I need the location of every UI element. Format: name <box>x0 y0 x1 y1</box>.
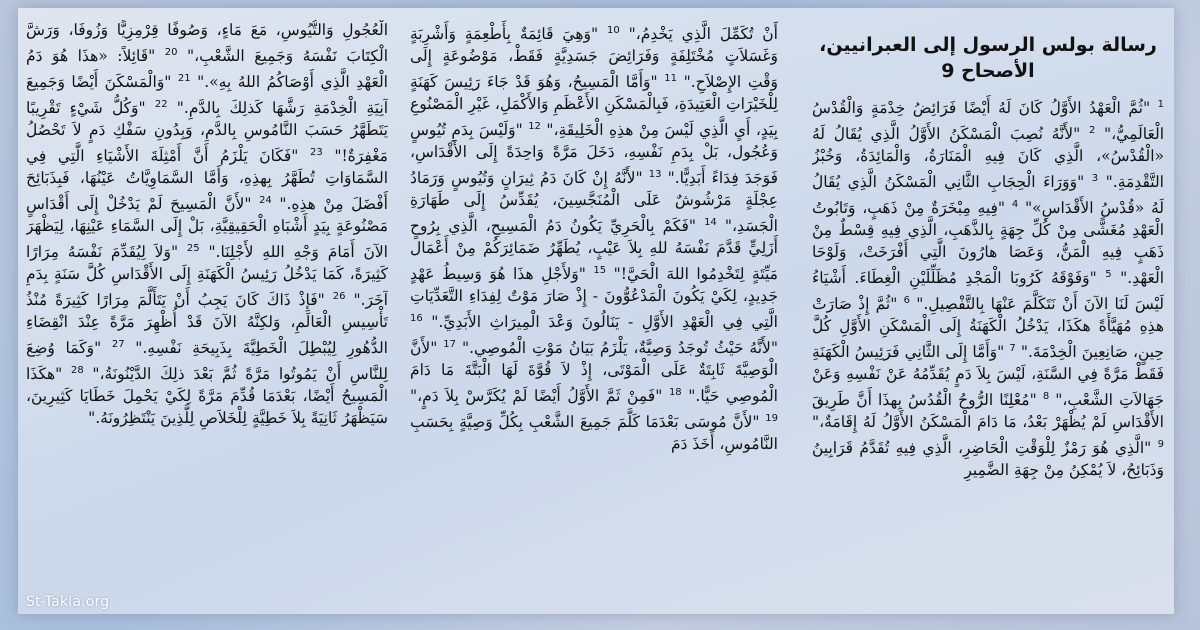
verse-text: "فَكَمْ بِالْحَرِيِّ يَكُونُ دَمُ الْمَسِيحِ، الَّذِي بِرُوحٍ أَزَلِيٍّ قَدَّمَ نَفْسَهُ للهِ بِلاَ عَيْبٍ، يُطَهِّرُ ضَمَائِرَكُمْ مِنْ أَعْمَال مَيِّتَةٍ لِتَخْدِمُوا اللهَ الْحَيَّ!" <box>410 217 778 283</box>
verse-number: 28 <box>70 364 84 376</box>
verse <box>629 25 778 43</box>
verse-text: "فَكَانَ يَلْزَمُ أَنَّ أَمْثِلَةَ الأَشْيَاءِ الَّتِي فِي السَّمَاوَاتِ تُطَهَّرُ بِهذِهِ، وَأَمَّا السَّمَاوِيَّاتُ عَيْنُهَا، فَبِذَبَائِحَ أَفْضَلَ مِنْ هذِهِ." <box>26 147 388 214</box>
verses-right <box>812 94 1164 482</box>
title-line-1: رسالة بولس الرسول إلى العبرانيين، <box>819 34 1157 56</box>
verse <box>410 413 778 453</box>
verse-number: 1 <box>1157 99 1164 110</box>
verse-text: "هكَذَا الْمَسِيحُ أَيْضًا، بَعْدَمَا قُدِّمَ مَرَّةً لِكَيْ يَحْمِلَ خَطَايَا كَثِيرِينَ، سَيَظْهَرُ ثَانِيَةً بِلاَ خَطِيَّةٍ لِلْخَلاَصِ لِلَّذِينَ يَنْتَظِرُونَهُ." <box>26 365 388 427</box>
verse-number: 17 <box>443 338 457 350</box>
verse-number: 2 <box>1088 125 1096 137</box>
column-right <box>812 30 1164 604</box>
verse-text: "مُعْلِنًا الرُّوحُ الْقُدُسُ بِهذَا أَنَّ طَرِيقَ الأَقْدَاسِ لَمْ يُظْهَرْ بَعْدُ، مَا دَامَ الْمَسْكَنُ الأَوَّلُ لَهُ إِقَامَةٌ،" <box>812 391 1164 432</box>
verse-text: "لأَنَّ الْوَصِيَّةَ ثَابِتَةٌ عَلَى الْمَوْتَى، إِذْ لاَ قُوَّةَ لَهَا الْبَتَّةَ مَا دَامَ الْمُوصِي حَيًّا." <box>410 339 778 405</box>
verse-number: 5 <box>1105 268 1112 280</box>
verse-text: "فَإِذْ ذَاكَ كَانَ يَجِبُ أَنْ يَتَأَلَّمَ مِرَارًا كَثِيرَةً مُنْذُ تَأْسِيسِ الْعَالَمِ، وَلكِنَّهُ الآنَ قَدْ أُظْهِرَ مَرَّةً عِنْدَ انْقِضَاءِ الدُّهُورِ لِيُبْطِلَ الْخَطِيَّةَ بِذَبِيحَةِ نَفْسِهِ." <box>26 291 388 358</box>
verse-text: "لأَنَّهُ إِنْ كَانَ دَمُ ثِيرَانٍ وَتُيُوسٍ وَرَمَادُ عِجْلَةٍ مَرْشُوشٌ عَلَى الْمُنَجَّسِينَ، يُقَدِّسُ إِلَى طَهَارَةِ الْجَسَدِ،" <box>410 169 778 236</box>
verse-text: "وَوَرَاءَ الْحِجَابِ الثَّانِي الْمَسْكَنُ الَّذِي يُقَالُ لَهُ «قُدْسُ الأَقْدَاسِ»" <box>812 173 1164 218</box>
verse-number: 14 <box>704 216 717 228</box>
verse-number: 8 <box>1042 390 1050 402</box>
verse-text: "وَفَوْقَهُ كَرُوبَا الْمَجْدِ مُظَلِّلَيْنِ الْغِطَاءَ. أَشْيَاءُ لَيْسَ لَنَا الآنَ أَنْ نَتَكَلَّمَ عَنْهَا بِالتَّفْصِيلِ." <box>812 269 1164 314</box>
verse-number: 10 <box>607 25 620 36</box>
site-logo: St-Takla.org <box>26 594 110 610</box>
verse-text: "الَّذِي هُوَ رَمْزٌ لِلْوَقْتِ الْحَاضِرِ، الَّذِي فِيهِ تُقَدَّمُ قَرَابِينُ وَذَبَائِحُ، لاَ يُمْكِنُ مِنْ جِهَةِ الضَّمِيرِ <box>812 439 1164 479</box>
verse-text: "وَأَمَّا الْمَسِيحُ، وَهُوَ قَدْ جَاءَ رَئِيسَ كَهَنَةٍ لِلْخَيْرَاتِ الْعَتِيدَةِ، فَبِالْمَسْكَنِ الأَعْظَمِ وَالأَكْمَلِ، غَيْرِ الْمَصْنُوعِ بِيَدٍ، أَيِ الَّذِي لَيْسَ مِنْ هذِهِ الْخَلِيقَةِ،" <box>410 73 778 140</box>
verse-number: 15 <box>593 264 607 276</box>
verse-text: "وَلأَجْلِ هذَا هُوَ وَسِيطُ عَهْدٍ جَدِيدٍ، لِكَيْ يَكُونَ الْمَدْعُوُّونَ - إِذْ صَارَ مَوْتٌ لِفِدَاءِ التَّعَدِّيَاتِ الَّتِي فِي الْعَهْدِ الأَوَّلِ - يَنَالُونَ وَعْدَ الْمِيرَاثِ الأَبَدِيِّ." <box>410 265 778 331</box>
column-middle <box>410 20 778 604</box>
verse-text: "لأَنَّ مُوسَى بَعْدَمَا كَلَّمَ جَمِيعَ الشَّعْبِ بِكُلِّ وَصِيَّةٍ بِحَسَبِ النَّامُوسِ، أَخَذَ دَمَ <box>410 413 778 453</box>
verse-text: "قَائِلاً: «هذَا هُوَ دَمُ الْعَهْدِ الَّذِي أَوْصَاكُمُ اللهُ بِهِ»." <box>26 47 388 92</box>
verse-number: 7 <box>1009 343 1016 354</box>
verse-text: "فَمِنْ ثَمَّ الأَوَّلُ أَيْضًا لَمْ يُكَرَّسْ بِلاَ دَمٍ،" <box>410 387 663 405</box>
verses-middle <box>410 20 778 456</box>
text-panel <box>18 8 1174 614</box>
verse-text: "لأَنَّهُ حَيْثُ تُوجَدُ وَصِيَّةٌ، يَلْزَمُ بَيَانُ مَوْتِ الْمُوصِي." <box>461 339 778 358</box>
verse-text: أَنْ تُكَمِّلَ الَّذِي يَخْدِمُ،" <box>628 25 778 44</box>
verse-text: "وَلَيْسَ بِدَمِ تُيُوسٍ وَعُجُول، بَلْ بِدَمِ نَفْسِهِ، دَخَلَ مَرَّةً وَاحِدَةً إِلَى الأَقْدَاسِ، فَوَجَدَ فِدَاءً أَبَدِيًّا." <box>410 121 778 188</box>
verse-number: 27 <box>111 338 125 350</box>
column-left <box>26 20 388 604</box>
verse-number: 11 <box>664 72 678 84</box>
verse-number: 16 <box>410 312 423 324</box>
verse-number: 19 <box>765 412 778 424</box>
verse-text: "ثُمَّ الْعَهْدُ الأَوَّلُ كَانَ لَهُ أَيْضًا فَرَائِضُ خِدْمَةٍ وَالْقُدْسُ الْعَالَمِيُّ،" <box>812 99 1164 144</box>
verse <box>410 387 682 405</box>
verse-text: "وَكُلُّ شَيْءٍ تَقْرِيبًا يَتَطَهَّرُ حَسَبَ النَّامُوسِ بِالدَّمِ، وَبِدُونِ سَفْكِ دَمٍ لاَ تَحْصُلُ مَغْفِرَةٌ!" <box>26 99 388 166</box>
page-title <box>812 32 1164 84</box>
verse-text: "ثُمَّ إِذْ صَارَتْ هذِهِ مُهَيَّأَةً هكَذَا، يَدْخُلُ الْكَهَنَةُ إِلَى الْمَسْكَنِ الأَوَّلِ كُلَّ حِينٍ، صَانِعِينَ الْخِدْمَةَ." <box>812 295 1164 362</box>
verse-text: "لأَنَّهُ نُصِبَ الْمَسْكَنُ الأَوَّلُ الَّذِي يُقَالُ لَهُ «الْقُدْسُ»، الَّذِي كَانَ فِيهِ الْمَنَارَةُ، وَالْمَائِدَةُ، وَخُبْزُ التَّقْدِمَةِ." <box>812 125 1164 192</box>
verse-number: 26 <box>332 290 346 302</box>
verse-text: "وَأَمَّا إِلَى الثَّانِي فَرَئِيسُ الْكَهَنَةِ فَقَطْ مَرَّةً فِي السَّنَةِ، لَيْسَ بِلاَ دَمٍ يُقَدِّمُهُ عَنْ نَفْسِهِ وَعَنْ جَهَالاَتِ الشَّعْبِ،" <box>812 343 1164 410</box>
verse-number: 20 <box>164 46 178 58</box>
verse-number: 9 <box>1157 438 1164 450</box>
verse-number: 24 <box>259 194 272 206</box>
verse-number: 22 <box>154 99 168 111</box>
verse-number: 3 <box>1091 173 1099 185</box>
verses-left <box>26 20 388 430</box>
verse-text: "وَكَمَا وُضِعَ لِلنَّاسِ أَنْ يَمُوتُوا مَرَّةً ثُمَّ بَعْدَ ذلِكَ الدَّيْنُونَةُ،" <box>26 339 388 384</box>
verse-text: "وَالْمَسْكَنَ أَيْضًا وَجَمِيعَ آنِيَةِ الْخِدْمَةِ رَشَّهَا كَذلِكَ بِالدَّمِ." <box>26 73 388 118</box>
verse-text: الْعُجُولِ وَالتُّيُوسِ، مَعَ مَاءٍ، وَصُوفًا قِرْمِزِيًّا وَزُوفَا، وَرَشَّ الْكِتَابَ نَفْسَهُ وَجَمِيعَ الشَّعْبِ،" <box>26 21 388 66</box>
verse <box>812 439 1164 479</box>
verse-number: 12 <box>528 120 541 132</box>
verse-text: "لأَنَّ الْمَسِيحَ لَمْ يَدْخُلْ إِلَى أَقْدَاسٍ مَصْنُوعَةٍ بِيَدٍ أَشْبَاهِ الْحَقِيقِيَّةِ، بَلْ إِلَى السَّمَاءِ عَيْنِهَا، لِيَظْهَرَ الآنَ أَمَامَ وَجْهِ اللهِ لأَجْلِنَا." <box>26 195 388 262</box>
verse-number: 13 <box>648 168 662 180</box>
verse-number: 21 <box>177 72 191 84</box>
verse-text: "فِيهِ مِبْخَرَةٌ مِنْ ذَهَبٍ، وَتَابُوتُ الْعَهْدِ مُغَشًّى مِنْ كُلِّ جِهَةٍ بِالذَّهَبِ، الَّذِي فِيهِ قِسْطٌ مِنْ ذَهَبٍ فِيهِ الْمَنُّ، وَعَصَا هارُونَ الَّتِي أَفْرَخَتْ، وَلَوْحَا الْعَهْدِ." <box>812 199 1164 288</box>
verse-text: "وَلاَ لِيُقَدِّمَ نَفْسَهُ مِرَارًا كَثِيرَةً، كَمَا يَدْخُلُ رَئِيسُ الْكَهَنَةِ إِلَى الأَقْدَاسِ كُلَّ سَنَةٍ بِدَمِ آخَرَ." <box>26 243 388 310</box>
title-line-2: الأصحاح 9 <box>941 60 1035 82</box>
verse-number: 18 <box>668 386 682 398</box>
verse-number: 23 <box>310 147 323 158</box>
verse-number: 6 <box>903 295 910 307</box>
verse-number: 25 <box>186 242 200 254</box>
verse-text: "وَهِيَ قَائِمَةٌ بِأَطْعِمَةٍ وَأَشْرِبَةٍ وَغَسَلاَتٍ مُخْتَلِفَةٍ وَفَرَائِضَ جَسَدِيَّةٍ فَقَطْ، مَوْضُوعَةٍ إِلَى وَقْتِ الإِصْلاَحِ." <box>410 25 778 92</box>
verse-number: 4 <box>1011 199 1019 211</box>
